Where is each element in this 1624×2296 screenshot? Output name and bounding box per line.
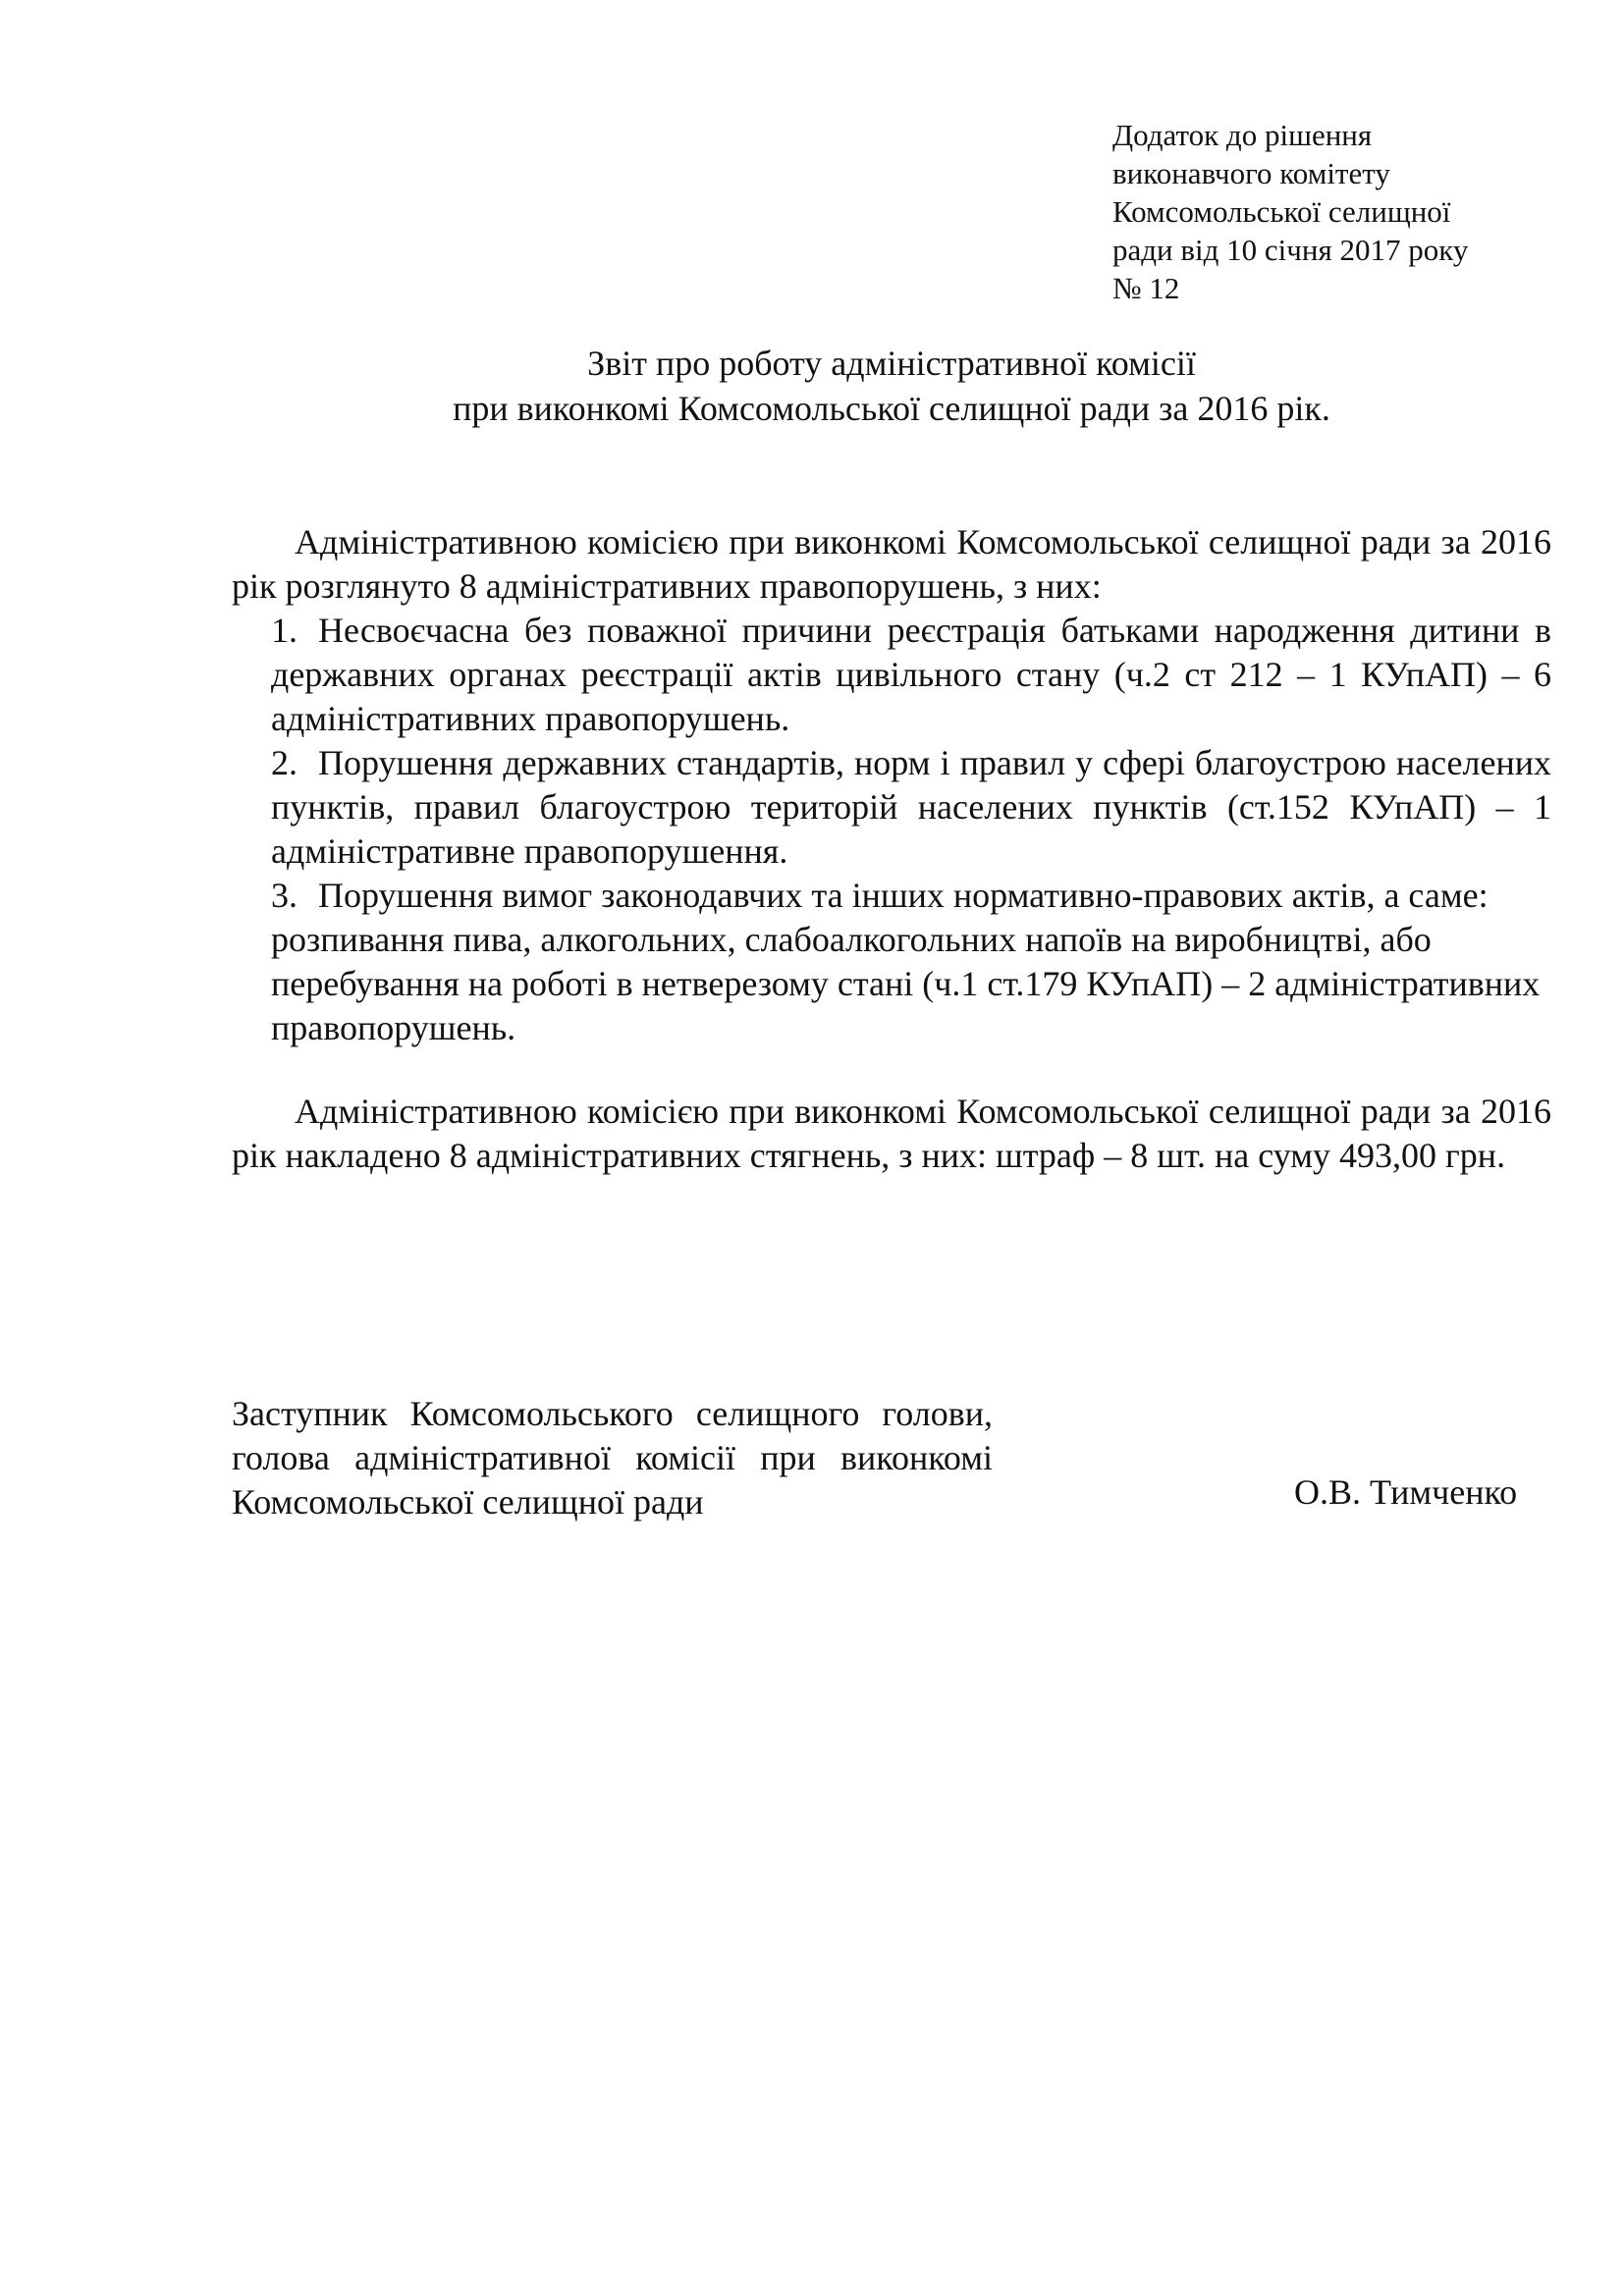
item-number: 3. bbox=[271, 876, 298, 915]
report-title bbox=[232, 341, 1551, 431]
penalties-section bbox=[232, 1090, 1551, 1178]
violations-list bbox=[232, 609, 1551, 1050]
item-number: 2. bbox=[271, 743, 298, 782]
annex-number: № 12 bbox=[1112, 271, 1180, 305]
violation-item bbox=[271, 874, 1551, 1050]
annex-line: Комсомольської селищної bbox=[1112, 194, 1451, 229]
intro-paragraph: Адміністративною комісією при виконкомі Комсомольської селищної ради за 2016 рік розглянуто 8 адміністративних правопорушень, з них: bbox=[232, 522, 1551, 606]
signatory-position: Заступник Комсомольського селищного голови, голова адміністративної комісії при виконкомі Комсомольської селищної ради bbox=[232, 1394, 993, 1522]
violation-item bbox=[271, 609, 1551, 741]
violation-item bbox=[271, 741, 1551, 874]
annex-line: Додаток до рішення bbox=[1112, 118, 1373, 152]
title-line: Звіт про роботу адміністративної комісії bbox=[587, 344, 1196, 383]
penalties-paragraph: Адміністративною комісією при виконкомі Комсомольської селищної ради за 2016 рік накладено 8 адміністративних стягнень, з них: штраф – 8 шт. на суму 493,00 грн. bbox=[232, 1092, 1551, 1175]
item-text: Порушення державних стандартів, норм і правил у сфері благоустрою населених пунктів, правил благоустрою територій населених пунктів (ст.152 КУпАП) – 1 адміністративне правопорушення. bbox=[271, 743, 1551, 871]
annex-line: ради від 10 січня 2017 року bbox=[1112, 233, 1469, 267]
report-body bbox=[232, 520, 1551, 1050]
item-text: Несвоєчасна без поважної причини реєстрація батьками народження дитини в державних органах реєстрації актів цивільного стану (ч.2 ст 212 – 1 КУпАП) – 6 адміністративних правопорушень. bbox=[271, 611, 1551, 738]
signatory-name: О.В. Тимченко bbox=[1294, 1472, 1518, 1512]
annex-note bbox=[1112, 116, 1574, 307]
annex-line: виконавчого комітету bbox=[1112, 156, 1390, 190]
item-number: 1. bbox=[271, 611, 298, 650]
title-line: при виконкомі Комсомольської селищної ради за 2016 рік. bbox=[453, 389, 1330, 428]
item-text: Порушення вимог законодавчих та інших нормативно-правових актів, а саме: розпивання пива, алкогольних, слабоалкогольних напоїв на виробництві, або перебування на роботі в нетверезому стані (ч.1 ст.179 КУпАП) – 2 адміністративних правопорушень. bbox=[271, 876, 1541, 1047]
